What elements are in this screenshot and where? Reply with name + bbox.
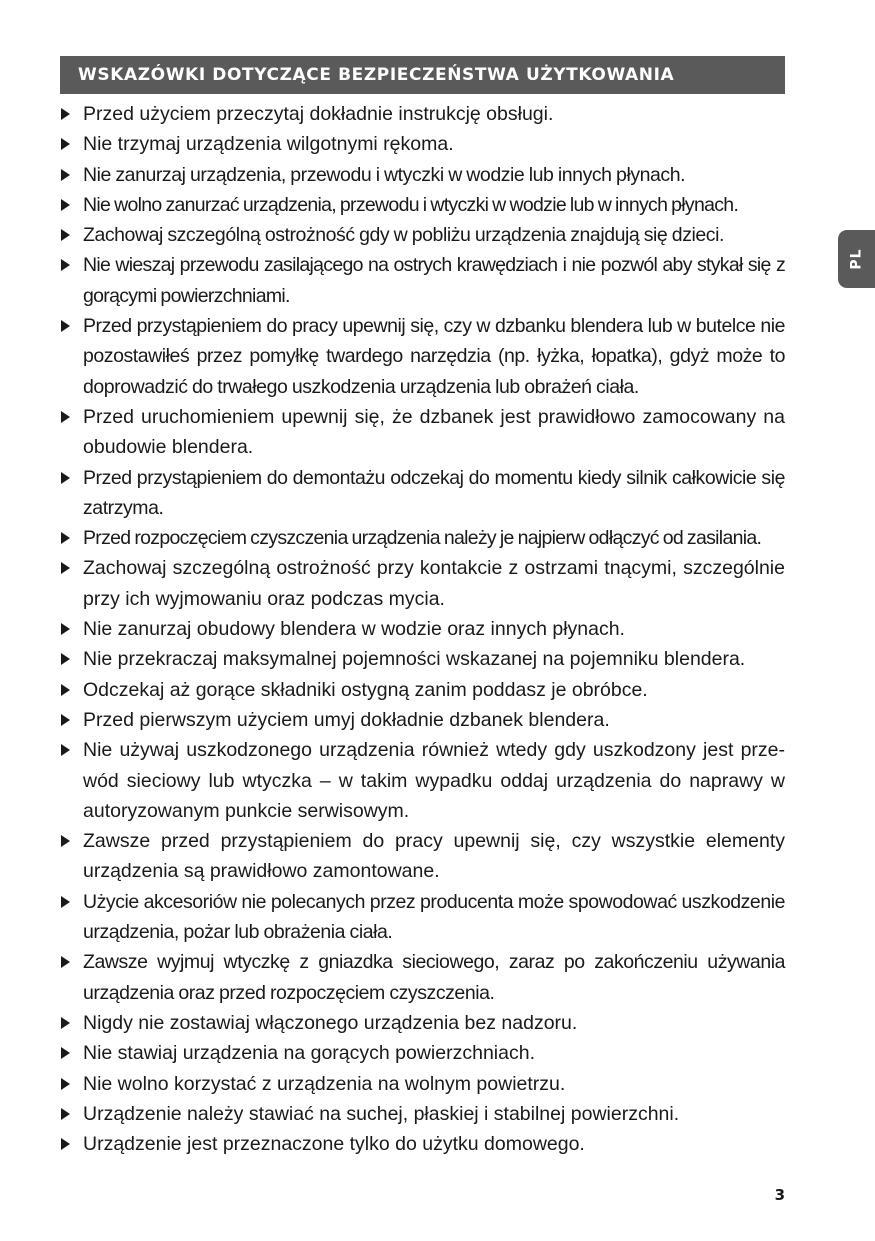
bullet-icon <box>61 229 70 241</box>
rule-item: Nie stawiaj urządzenia na gorących powierzchniach. <box>60 1038 785 1068</box>
rule-item: Nie wolno korzystać z urządzenia na wolnym powietrzu. <box>60 1069 785 1099</box>
section-title: WSKAZÓWKI DOTYCZĄCE BEZPIECZEŃSTWA UŻYTKOWANIA <box>78 65 675 85</box>
bullet-icon <box>61 896 70 908</box>
bullet-icon <box>61 714 70 726</box>
bullet-icon <box>61 1047 70 1059</box>
rule-item: Zachowaj szczególną ostrożność przy kontakcie z ostrzami tnącymi, szczególnie przy ich wyjmowaniu oraz podczas mycia. <box>60 553 785 614</box>
rule-item: Nie używaj uszkodzonego urządzenia również wtedy gdy uszkodzony jest przewód sieciowy lub wtyczka – w takim wypadku oddaj urządzenia do naprawy w autoryzowanym punkcie serwisowym. <box>60 735 785 826</box>
rule-item: Nigdy nie zostawiaj włączonego urządzenia bez nadzoru. <box>60 1008 785 1038</box>
rule-item: Nie przekraczaj maksymalnej pojemności wskazanej na pojemniku blendera. <box>60 644 785 674</box>
bullet-icon <box>61 1017 70 1029</box>
language-tab <box>838 230 875 288</box>
bullet-icon <box>61 956 70 968</box>
rule-item: Nie wieszaj przewodu zasilającego na ostrych krawędziach i nie pozwól aby stykał się z gorącymi powierzchniami. <box>60 250 785 311</box>
bullet-icon <box>61 744 70 756</box>
rule-item: Odczekaj aż gorące składniki ostygną zanim poddasz je obróbce. <box>60 675 785 705</box>
bullet-icon <box>61 623 70 635</box>
bullet-icon <box>61 138 70 150</box>
bullet-icon <box>61 411 70 423</box>
bullet-icon <box>61 562 70 574</box>
rule-item: Nie zanurzaj urządzenia, przewodu i wtyczki w wodzie lub innych płynach. <box>60 160 785 190</box>
bullet-icon <box>61 1078 70 1090</box>
rule-item: Przed uruchomieniem upewnij się, że dzbanek jest prawidłowo zamocowany na obudowie blendera. <box>60 402 785 463</box>
bullet-icon <box>61 199 70 211</box>
rule-item: Nie trzymaj urządzenia wilgotnymi rękoma. <box>60 129 785 159</box>
language-tab-label: PL <box>848 248 865 270</box>
rule-item: Zawsze przed przystąpieniem do pracy upewnij się, czy wszystkie elementy urządzenia są prawidłowo zamontowane. <box>60 826 785 887</box>
rule-item: Użycie akcesoriów nie polecanych przez producenta może spowodować uszkodzenie urządzenia, pożar lub obrażenia ciała. <box>60 887 785 948</box>
bullet-icon <box>61 108 70 120</box>
section-header-bar <box>60 56 785 94</box>
rule-item: Nie wolno zanurzać urządzenia, przewodu i wtyczki w wodzie lub w innych płynach. <box>60 190 785 220</box>
safety-rules-list <box>60 99 785 1159</box>
rule-item: Przed przystąpieniem do pracy upewnij się, czy w dzbanku blendera lub w butelce nie pozostawiłeś przez pomyłkę twardego narzędzia (np. łyżka, łopatka), gdyż może to doprowadzić do trwałego uszkodzenia urządzenia lub obrażeń ciała. <box>60 311 785 402</box>
bullet-icon <box>61 684 70 696</box>
page-number: 3 <box>774 1186 785 1204</box>
rule-item: Przed użyciem przeczytaj dokładnie instrukcję obsługi. <box>60 99 785 129</box>
rule-item: Nie zanurzaj obudowy blendera w wodzie oraz innych płynach. <box>60 614 785 644</box>
bullet-icon <box>61 1108 70 1120</box>
rule-item: Zawsze wyjmuj wtyczkę z gniazdka sieciowego, zaraz po zakończeniu używania urządzenia oraz przed rozpoczęciem czyszczenia. <box>60 947 785 1008</box>
rule-item: Urządzenie należy stawiać na suchej, płaskiej i stabilnej powierzchni. <box>60 1099 785 1129</box>
bullet-icon <box>61 653 70 665</box>
rule-item: Przed przystąpieniem do demontażu odczekaj do momentu kiedy silnik całkowicie się zatrzyma. <box>60 463 785 524</box>
bullet-icon <box>61 472 70 484</box>
bullet-icon <box>61 1138 70 1150</box>
rule-item: Urządzenie jest przeznaczone tylko do użytku domowego. <box>60 1129 785 1159</box>
rule-item: Przed pierwszym użyciem umyj dokładnie dzbanek blendera. <box>60 705 785 735</box>
bullet-icon <box>61 320 70 332</box>
bullet-icon <box>61 169 70 181</box>
bullet-icon <box>61 259 70 271</box>
bullet-icon <box>61 835 70 847</box>
rule-item: Przed rozpoczęciem czyszczenia urządzenia należy je najpierw odłączyć od zasilania. <box>60 523 785 553</box>
bullet-icon <box>61 532 70 544</box>
rule-item: Zachowaj szczególną ostrożność gdy w pobliżu urządzenia znajdują się dzieci. <box>60 220 785 250</box>
